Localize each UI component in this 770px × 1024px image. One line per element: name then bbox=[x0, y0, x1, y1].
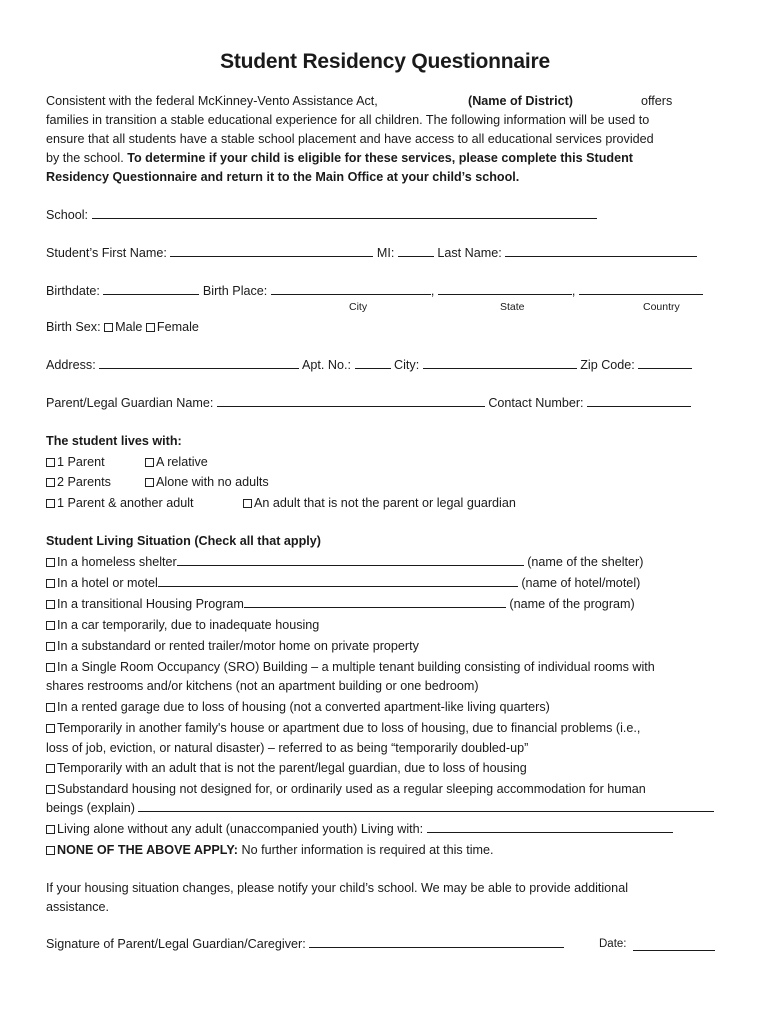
sro-row-cont: shares restrooms and/or kitchens (not an apartment building or one bedroom) bbox=[46, 679, 479, 693]
trailer-label: In a substandard or rented trailer/motor home on private property bbox=[57, 639, 419, 653]
substandard-explain-label: beings (explain) bbox=[46, 801, 135, 815]
substandard-checkbox[interactable] bbox=[46, 785, 55, 794]
zip-label: Zip Code: bbox=[580, 358, 635, 372]
school-field[interactable] bbox=[92, 206, 597, 219]
guardian-label: Parent/Legal Guardian Name: bbox=[46, 396, 214, 410]
school-row bbox=[46, 206, 724, 225]
intro-line-2: families in transition a stable educational experience for all children. The following information will be used to bbox=[46, 113, 650, 127]
none-row bbox=[46, 841, 724, 860]
transitional-checkbox[interactable] bbox=[46, 600, 55, 609]
shelter-note: (name of the shelter) bbox=[527, 555, 644, 569]
intro-line-1 bbox=[46, 92, 724, 111]
sro-label: In a Single Room Occupancy (SRO) Building – a multiple tenant building consisting of individual rooms with bbox=[57, 660, 655, 674]
non-guardian-adult-label: An adult that is not the parent or legal guardian bbox=[254, 496, 516, 510]
date-field[interactable] bbox=[633, 938, 715, 951]
birth-row: Birthdate: Birth Place: , , bbox=[46, 282, 724, 301]
non-guardian-row bbox=[46, 759, 724, 778]
state-caption: State bbox=[500, 301, 525, 313]
birth-sex-label: Birth Sex: bbox=[46, 320, 101, 334]
trailer-row bbox=[46, 637, 724, 656]
none-checkbox[interactable] bbox=[46, 846, 55, 855]
last-name-label: Last Name: bbox=[437, 246, 502, 260]
transitional-note: (name of the program) bbox=[509, 597, 635, 611]
lives-with-heading: The student lives with: bbox=[46, 434, 182, 448]
male-label: Male bbox=[115, 320, 143, 334]
mi-field[interactable] bbox=[398, 244, 434, 257]
doubled-up-row bbox=[46, 719, 724, 738]
signature-field[interactable] bbox=[309, 935, 564, 948]
birth-city-field[interactable] bbox=[271, 282, 431, 295]
guardian-row bbox=[46, 394, 724, 413]
shelter-field[interactable] bbox=[177, 553, 524, 566]
address-field[interactable] bbox=[99, 356, 299, 369]
contact-label: Contact Number: bbox=[488, 396, 584, 410]
intro-line-5: Residency Questionnaire and return it to the Main Office at your child’s school. bbox=[46, 170, 520, 184]
school-label: School: bbox=[46, 208, 89, 222]
male-checkbox[interactable] bbox=[104, 323, 113, 332]
page-title: Student Residency Questionnaire bbox=[220, 50, 550, 73]
city-field[interactable] bbox=[423, 356, 577, 369]
shelter-label: In a homeless shelter bbox=[57, 555, 177, 569]
notify-line-2: assistance. bbox=[46, 900, 109, 914]
birth-place-label: Birth Place: bbox=[202, 284, 268, 298]
zip-field[interactable] bbox=[638, 356, 692, 369]
garage-row bbox=[46, 698, 724, 717]
intro-line-4 bbox=[46, 149, 724, 168]
non-guardian-adult-checkbox[interactable] bbox=[243, 499, 252, 508]
guardian-field[interactable] bbox=[217, 394, 485, 407]
hotel-checkbox[interactable] bbox=[46, 579, 55, 588]
relative-checkbox[interactable] bbox=[145, 458, 154, 467]
two-parents-checkbox[interactable] bbox=[46, 478, 55, 487]
hotel-note: (name of hotel/motel) bbox=[521, 576, 641, 590]
sro-row bbox=[46, 658, 724, 677]
none-label: NONE OF THE ABOVE APPLY: bbox=[57, 843, 238, 857]
birth-sex-row bbox=[46, 318, 724, 337]
trailer-checkbox[interactable] bbox=[46, 642, 55, 651]
contact-field[interactable] bbox=[587, 394, 691, 407]
district-placeholder: (Name of District) bbox=[468, 94, 573, 108]
living-situation-heading: Student Living Situation (Check all that apply) bbox=[46, 534, 321, 548]
hotel-row bbox=[46, 574, 724, 593]
substandard-row-cont bbox=[46, 799, 724, 818]
first-name-field[interactable] bbox=[170, 244, 373, 257]
doubled-up-checkbox[interactable] bbox=[46, 724, 55, 733]
intro-instruction: To determine if your child is eligible for these services, please complete this Student bbox=[127, 151, 633, 165]
country-caption: Country bbox=[643, 301, 680, 313]
birth-state-field[interactable] bbox=[438, 282, 572, 295]
first-name-label: Student’s First Name: bbox=[46, 246, 167, 260]
lives-with-row-1 bbox=[46, 453, 724, 472]
substandard-explain-field[interactable] bbox=[138, 799, 714, 812]
hotel-field[interactable] bbox=[158, 574, 518, 587]
doubled-up-row-cont: loss of job, eviction, or natural disaster) – referred to as being “temporarily doubled-up” bbox=[46, 741, 529, 755]
signature-row bbox=[46, 935, 724, 954]
address-row bbox=[46, 356, 724, 375]
alone-no-adults-checkbox[interactable] bbox=[145, 478, 154, 487]
sro-checkbox[interactable] bbox=[46, 663, 55, 672]
lives-with-row-3 bbox=[46, 494, 724, 513]
shelter-row bbox=[46, 553, 724, 572]
birth-country-field[interactable] bbox=[579, 282, 703, 295]
parent-and-adult-label: 1 Parent & another adult bbox=[57, 496, 194, 510]
intro-text: by the school. bbox=[46, 151, 124, 165]
birthdate-label: Birthdate: bbox=[46, 284, 100, 298]
car-label: In a car temporarily, due to inadequate housing bbox=[57, 618, 320, 632]
alone-checkbox[interactable] bbox=[46, 825, 55, 834]
city-caption: City bbox=[349, 301, 368, 313]
two-parents-label: 2 Parents bbox=[57, 475, 111, 489]
one-parent-label: 1 Parent bbox=[57, 455, 105, 469]
transitional-row bbox=[46, 595, 724, 614]
intro-text: Consistent with the federal McKinney-Vento Assistance Act, bbox=[46, 94, 378, 108]
substandard-row bbox=[46, 780, 724, 799]
city-label: City: bbox=[394, 358, 420, 372]
non-guardian-checkbox[interactable] bbox=[46, 764, 55, 773]
signature-label: Signature of Parent/Legal Guardian/Caregiver: bbox=[46, 937, 306, 951]
female-checkbox[interactable] bbox=[146, 323, 155, 332]
lives-with-row-2 bbox=[46, 473, 724, 492]
mi-label: MI: bbox=[376, 246, 395, 260]
hotel-label: In a hotel or motel bbox=[57, 576, 158, 590]
non-guardian-label: Temporarily with an adult that is not the parent/legal guardian, due to loss of housing bbox=[57, 761, 527, 775]
intro-text: offers bbox=[641, 94, 673, 108]
last-name-field[interactable] bbox=[505, 244, 697, 257]
doubled-up-label: Temporarily in another family's house or apartment due to loss of housing, due to financial problems (i.e., bbox=[57, 721, 641, 735]
garage-label: In a rented garage due to loss of housing (not a converted apartment-like living quarters) bbox=[57, 700, 550, 714]
apt-label: Apt. No.: bbox=[302, 358, 352, 372]
birthdate-field[interactable] bbox=[103, 282, 199, 295]
transitional-label: In a transitional Housing Program bbox=[57, 597, 244, 611]
address-label: Address: bbox=[46, 358, 96, 372]
substandard-label: Substandard housing not designed for, or ordinarily used as a regular sleeping accommodation for human bbox=[57, 782, 646, 796]
notify-line-1: If your housing situation changes, please notify your child’s school. We may be able to provide additional bbox=[46, 881, 628, 895]
car-checkbox[interactable] bbox=[46, 621, 55, 630]
female-label: Female bbox=[156, 320, 199, 334]
alone-field[interactable] bbox=[427, 820, 673, 833]
shelter-checkbox[interactable] bbox=[46, 558, 55, 567]
name-row bbox=[46, 244, 724, 263]
alone-row bbox=[46, 820, 724, 839]
garage-checkbox[interactable] bbox=[46, 703, 55, 712]
parent-and-adult-checkbox[interactable] bbox=[46, 499, 55, 508]
date-label: Date: bbox=[599, 938, 627, 950]
alone-no-adults-label: Alone with no adults bbox=[156, 475, 269, 489]
car-row bbox=[46, 616, 724, 635]
apt-field[interactable] bbox=[355, 356, 391, 369]
none-text: No further information is required at this time. bbox=[241, 843, 494, 857]
alone-label: Living alone without any adult (unaccompanied youth) Living with: bbox=[57, 822, 424, 836]
transitional-field[interactable] bbox=[244, 595, 506, 608]
relative-label: A relative bbox=[156, 455, 208, 469]
one-parent-checkbox[interactable] bbox=[46, 458, 55, 467]
intro-line-3: ensure that all students have a stable school placement and have access to all educational services provided bbox=[46, 132, 654, 146]
